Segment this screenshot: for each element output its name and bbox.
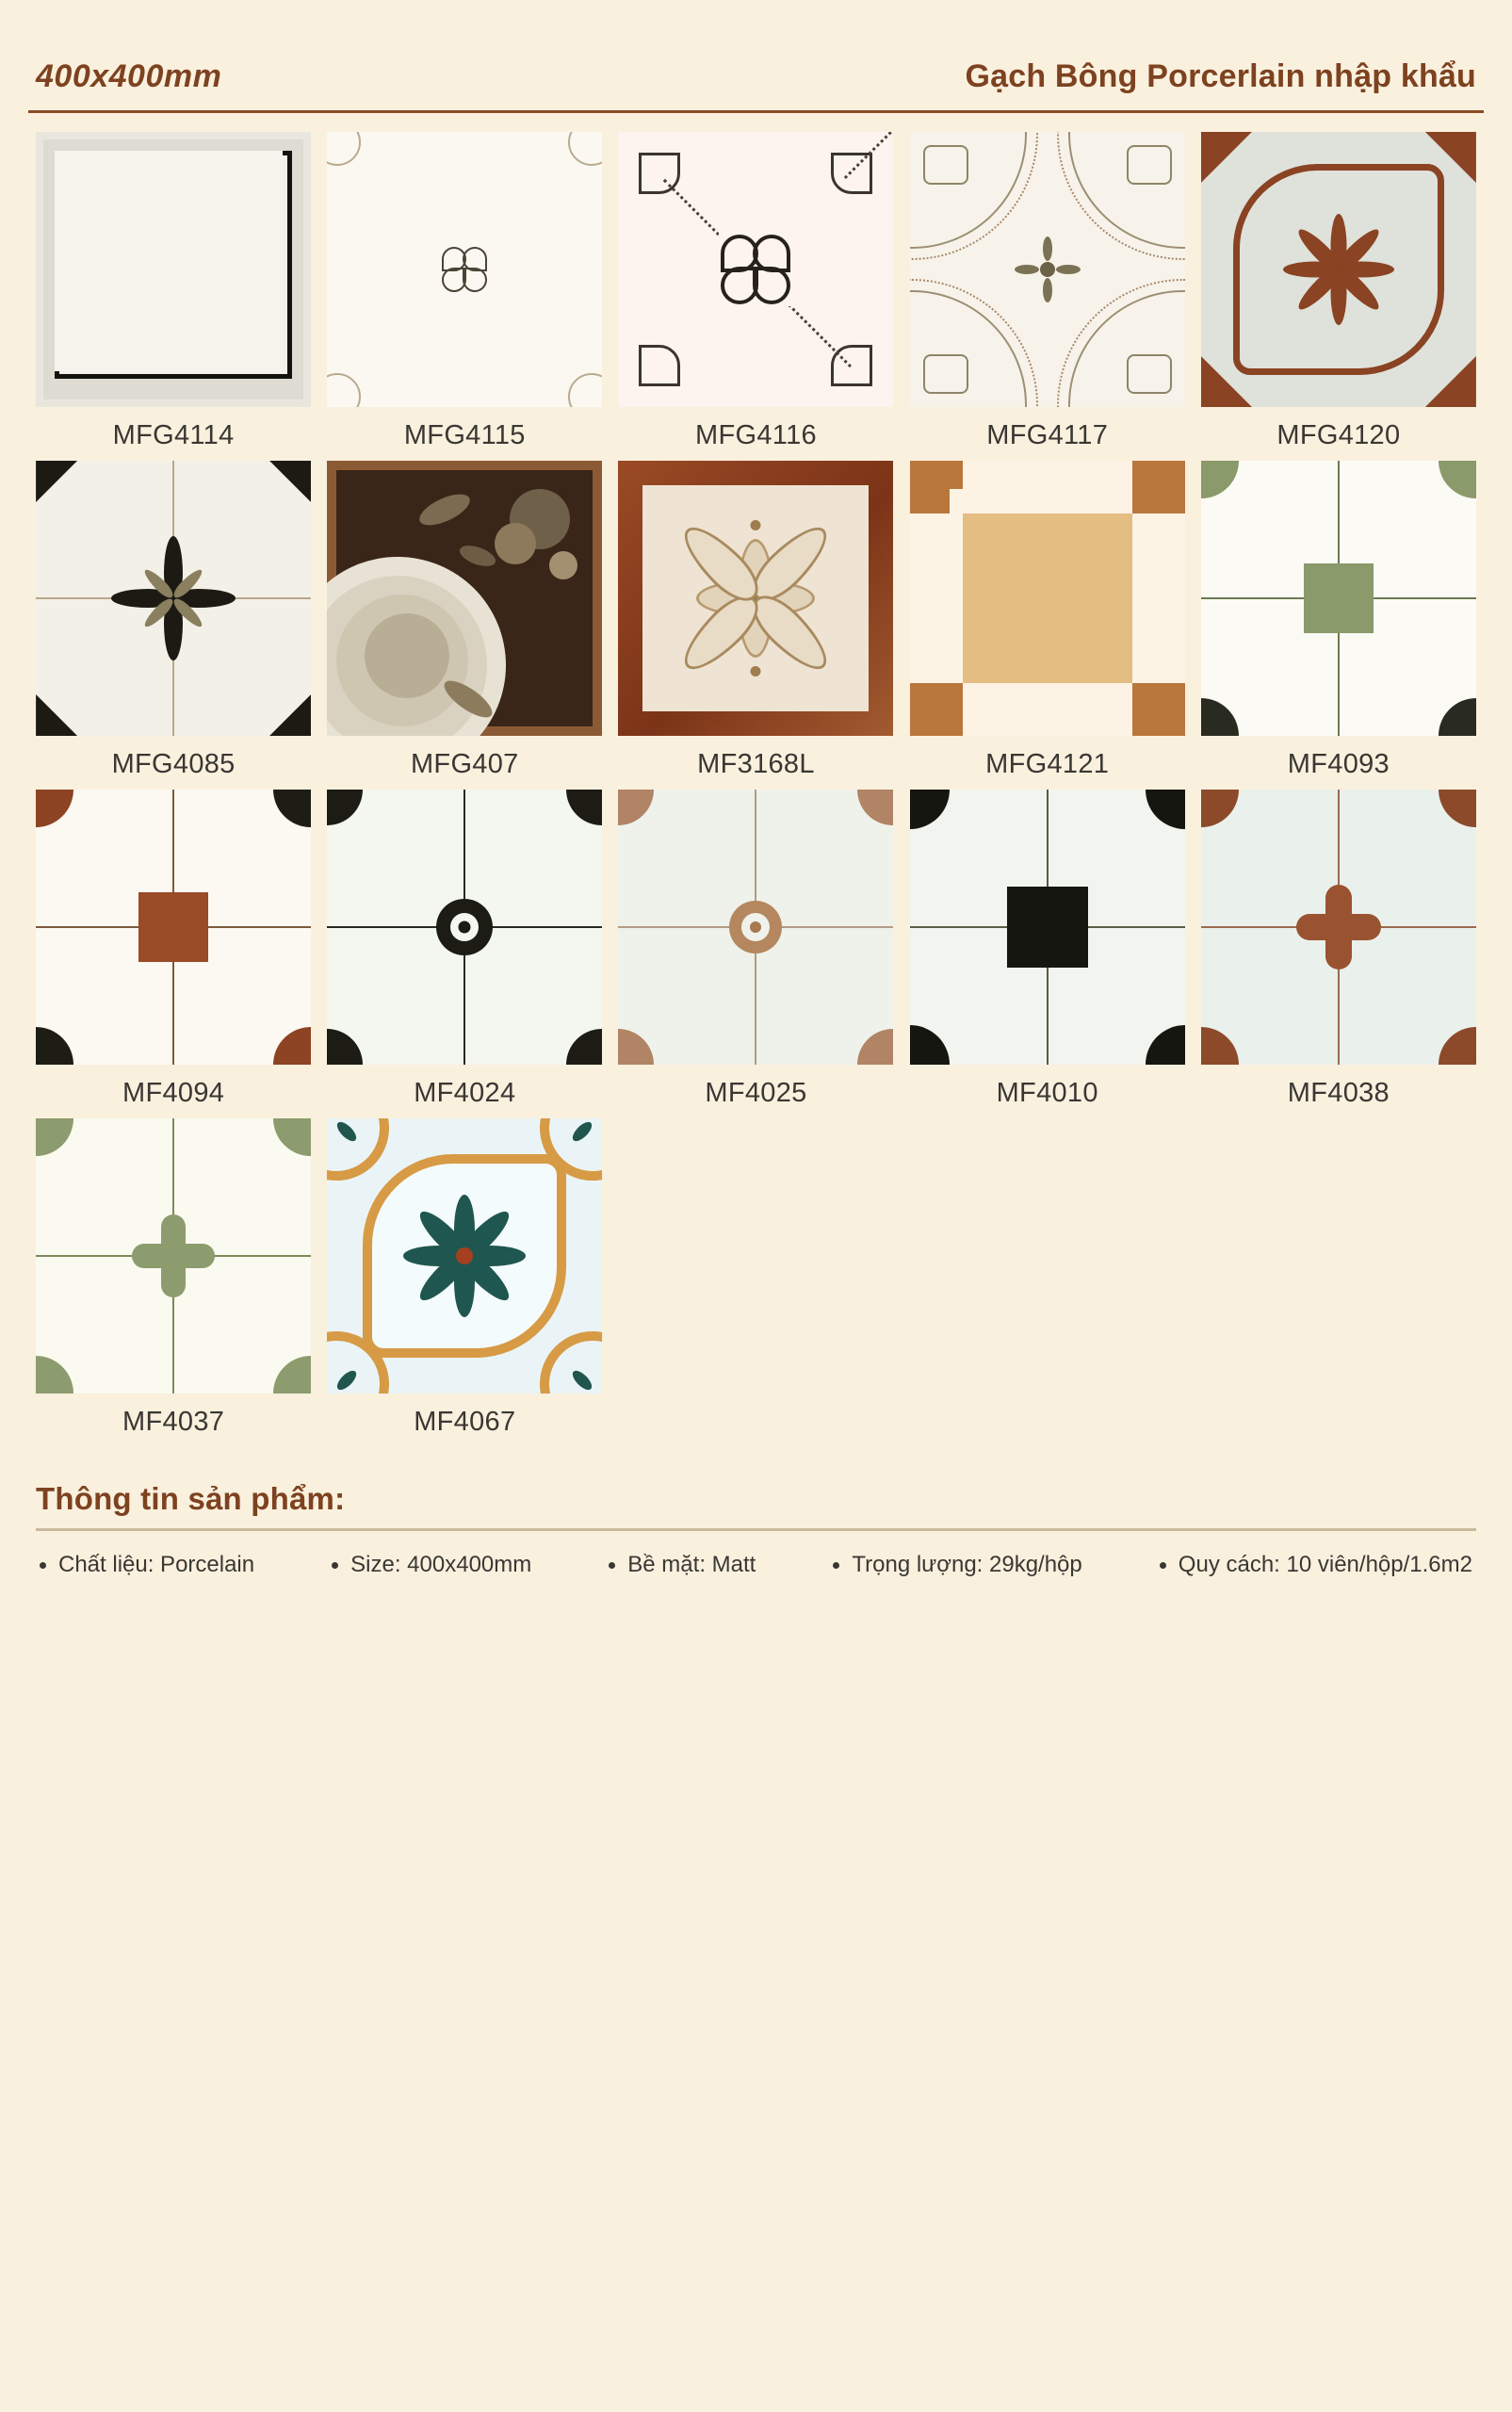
tile-swatch-mfg4115 <box>327 132 602 407</box>
tile-card[interactable] <box>910 132 1185 451</box>
tile-swatch-mfg4085 <box>36 461 311 736</box>
bullet-icon <box>332 1562 338 1569</box>
tile-card[interactable] <box>36 790 311 1109</box>
tile-card[interactable] <box>36 1118 311 1438</box>
tile-swatch-mf3168l <box>618 461 893 736</box>
bullet-icon <box>40 1562 46 1569</box>
tile-swatch-mf4038 <box>1201 790 1476 1065</box>
tile-code: MFG4121 <box>985 749 1110 779</box>
tile-swatch-mfg4114 <box>36 132 311 407</box>
tile-swatch-mf4025 <box>618 790 893 1065</box>
tile-swatch-mfg407 <box>327 461 602 736</box>
tile-code: MF3168L <box>697 749 815 779</box>
product-info-section <box>36 1481 1476 1578</box>
tile-card[interactable] <box>327 1118 602 1438</box>
info-item-text: Trọng lượng: 29kg/hộp <box>852 1552 1082 1577</box>
info-item <box>609 1552 756 1578</box>
bullet-icon <box>1160 1562 1166 1569</box>
tile-card[interactable] <box>36 461 311 780</box>
tile-code: MFG4085 <box>111 749 236 779</box>
tile-card[interactable] <box>327 132 602 451</box>
product-info-list <box>36 1531 1476 1578</box>
tile-code: MF4038 <box>1287 1078 1390 1108</box>
tile-swatch-mf4037 <box>36 1118 311 1393</box>
tile-swatch-mf4094 <box>36 790 311 1065</box>
tile-card[interactable] <box>910 461 1185 780</box>
page-header <box>28 0 1484 113</box>
tile-swatch-mfg4120 <box>1201 132 1476 407</box>
tile-swatch-mf4067 <box>327 1118 602 1393</box>
tile-swatch-mfg4117 <box>910 132 1185 407</box>
page-title: Gạch Bông Porcerlain nhập khẩu <box>965 58 1476 94</box>
tile-swatch-mfg4121 <box>910 461 1185 736</box>
tile-card[interactable] <box>618 790 893 1109</box>
tile-swatch-mf4024 <box>327 790 602 1065</box>
info-item <box>40 1552 254 1578</box>
tile-card[interactable] <box>1201 461 1476 780</box>
tile-card[interactable] <box>327 461 602 780</box>
tile-grid <box>28 113 1484 1438</box>
info-item-text: Chất liệu: Porcelain <box>58 1552 255 1577</box>
tile-code: MF4067 <box>414 1407 516 1437</box>
tile-code: MF4010 <box>996 1078 1098 1108</box>
info-item <box>332 1552 531 1578</box>
tile-code: MFG4116 <box>695 420 817 450</box>
tile-code: MFG4114 <box>112 420 235 450</box>
tile-code: MF4094 <box>122 1078 225 1108</box>
tile-size-label: 400x400mm <box>36 58 222 94</box>
tile-code: MF4024 <box>414 1078 516 1108</box>
tile-card[interactable] <box>1201 790 1476 1109</box>
tile-swatch-mf4093 <box>1201 461 1476 736</box>
tile-card[interactable] <box>618 132 893 451</box>
tile-code: MFG4115 <box>403 420 526 450</box>
tile-card[interactable] <box>1201 132 1476 451</box>
info-item-text: Size: 400x400mm <box>350 1552 532 1577</box>
tile-code: MF4037 <box>122 1407 225 1437</box>
tile-code: MFG4117 <box>986 420 1109 450</box>
tile-swatch-mfg4116 <box>618 132 893 407</box>
bullet-icon <box>609 1562 615 1569</box>
info-item-text: Bề mặt: Matt <box>627 1552 756 1577</box>
product-info-title: Thông tin sản phẩm: <box>36 1481 1476 1531</box>
tile-code: MF4025 <box>705 1078 807 1108</box>
tile-card[interactable] <box>327 790 602 1109</box>
tile-code: MFG4120 <box>1276 420 1401 450</box>
tile-card[interactable] <box>36 132 311 451</box>
tile-card[interactable] <box>618 461 893 780</box>
tile-code: MFG407 <box>410 749 519 779</box>
info-item <box>1160 1552 1472 1578</box>
info-item-text: Quy cách: 10 viên/hộp/1.6m2 <box>1178 1552 1472 1577</box>
bullet-icon <box>833 1562 839 1569</box>
tile-swatch-mf4010 <box>910 790 1185 1065</box>
tile-code: MF4093 <box>1287 749 1390 779</box>
info-item <box>833 1552 1081 1578</box>
tile-card[interactable] <box>910 790 1185 1109</box>
